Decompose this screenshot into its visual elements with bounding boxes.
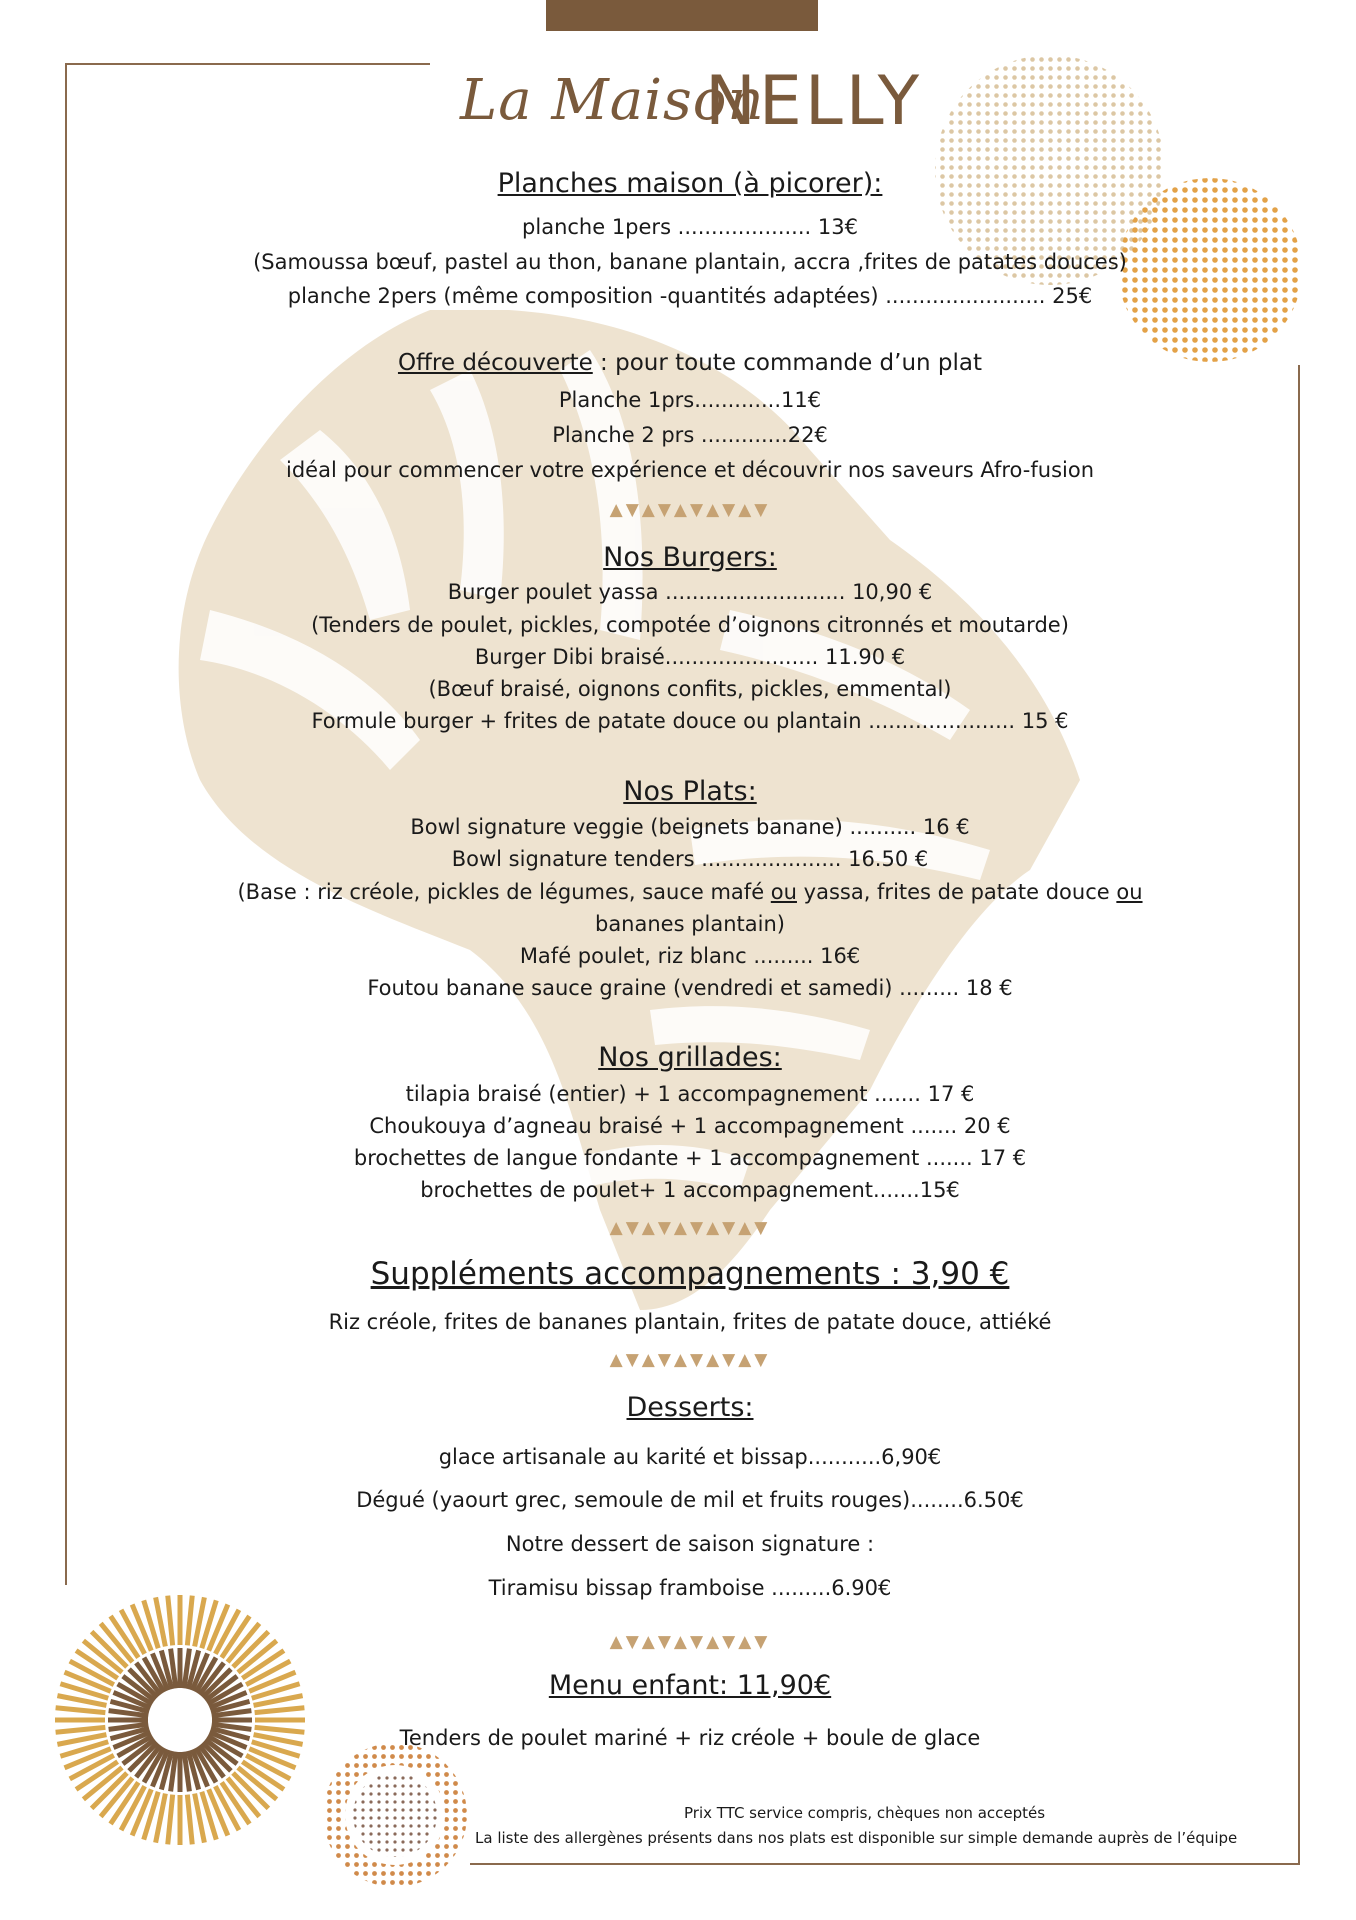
menu-line: glace artisanale au karité et bissap...........6,90€ [438,1445,942,1469]
offre-heading [150,350,1230,376]
triangle-divider: ▲▼▲▼▲▼▲▼▲▼ [609,1350,771,1370]
menu-line: planche 2pers (même composition -quantités adaptées) ........................ 25€ [287,284,1093,308]
base-or-2: ou [1116,880,1143,904]
section-title-offre: Offre découverte [397,350,593,376]
frame-bottom-line [470,1863,1300,1865]
frame-left-line [65,63,67,1585]
section-title-planches: Planches maison (à picorer): [497,168,883,199]
decorative-dot-circles-top-right [920,55,1320,365]
section-title-grillades: Nos grillades: [598,1042,782,1073]
footer-price-note: Prix TTC service compris, chèques non acceptés [684,1804,1046,1822]
menu-line: (Bœuf braisé, oignons confits, pickles, emmental) [428,677,952,701]
menu-line: Riz créole, frites de bananes plantain, frites de patate douce, attiéké [328,1310,1052,1334]
menu-line: (Tenders de poulet, pickles, compotée d’oignons citronnés et moutarde) [311,613,1069,637]
brand-logo [460,62,923,142]
menu-line: planche 1pers .................... 13€ [522,215,858,239]
offre-title-suffix: : pour toute commande d’un plat [592,350,983,376]
frame-right-line [1298,365,1300,1865]
brand-script-text: La Maison [460,68,765,133]
menu-line: Planche 2 prs .............22€ [552,423,828,447]
brand-caps-text: NELLY [705,62,923,141]
menu-line-base [150,880,1230,904]
section-title-supplements: Suppléments accompagnements : 3,90 € [370,1256,1010,1292]
top-tab [546,0,818,31]
triangle-divider: ▲▼▲▼▲▼▲▼▲▼ [609,1218,771,1238]
menu-line: Mafé poulet, riz blanc ......... 16€ [519,944,861,968]
menu-line: Planche 1prs.............11€ [558,388,822,412]
menu-line: Tiramisu bissap framboise .........6.90€ [488,1576,892,1600]
section-title-enfant: Menu enfant: 11,90€ [548,1670,832,1701]
menu-line: Foutou banane sauce graine (vendredi et samedi) ......... 18 € [367,976,1013,1000]
footer-allergen-note: La liste des allergènes présents dans nos plats est disponible sur simple demande auprès de l’équipe [475,1829,1238,1847]
menu-line: Choukouya d’agneau braisé + 1 accompagnement ....... 20 € [369,1114,1011,1138]
section-title-burgers: Nos Burgers: [603,542,777,573]
triangle-divider: ▲▼▲▼▲▼▲▼▲▼ [609,1632,771,1652]
section-title-plats: Nos Plats: [623,776,757,807]
menu-line: idéal pour commencer votre expérience et découvrir nos saveurs Afro-fusion [285,458,1095,482]
menu-line: Bowl signature veggie (beignets banane) .......... 16 € [410,815,970,839]
menu-line: tilapia braisé (entier) + 1 accompagnement ....... 17 € [405,1082,975,1106]
menu-line: Burger poulet yassa ........................... 10,90 € [447,580,933,604]
menu-line: Formule burger + frites de patate douce ou plantain ...................... 15 € [311,709,1069,733]
base-text-1: (Base : riz créole, pickles de légumes, sauce mafé [237,880,771,904]
menu-line: Tenders de poulet mariné + riz créole + boule de glace [399,1726,981,1750]
frame-top-line [65,63,430,65]
menu-line: Notre dessert de saison signature : [505,1532,875,1556]
menu-line: Dégué (yaourt grec, semoule de mil et fruits rouges)........6.50€ [356,1488,1024,1512]
triangle-divider: ▲▼▲▼▲▼▲▼▲▼ [609,500,771,520]
menu-line: Bowl signature tenders ..................... 16.50 € [451,847,929,871]
menu-line: brochettes de langue fondante + 1 accompagnement ....... 17 € [353,1146,1027,1170]
menu-line: bananes plantain) [594,912,785,936]
menu-line: Burger Dibi braisé....................... 11.90 € [474,645,906,669]
base-or-1: ou [770,880,797,904]
menu-line: brochettes de poulet+ 1 accompagnement.......15€ [420,1178,960,1202]
base-text-2: yassa, frites de patate douce [796,880,1117,904]
section-title-desserts: Desserts: [626,1392,754,1423]
menu-line: (Samoussa bœuf, pastel au thon, banane plantain, accra ,frites de patates douces) [253,250,1127,274]
